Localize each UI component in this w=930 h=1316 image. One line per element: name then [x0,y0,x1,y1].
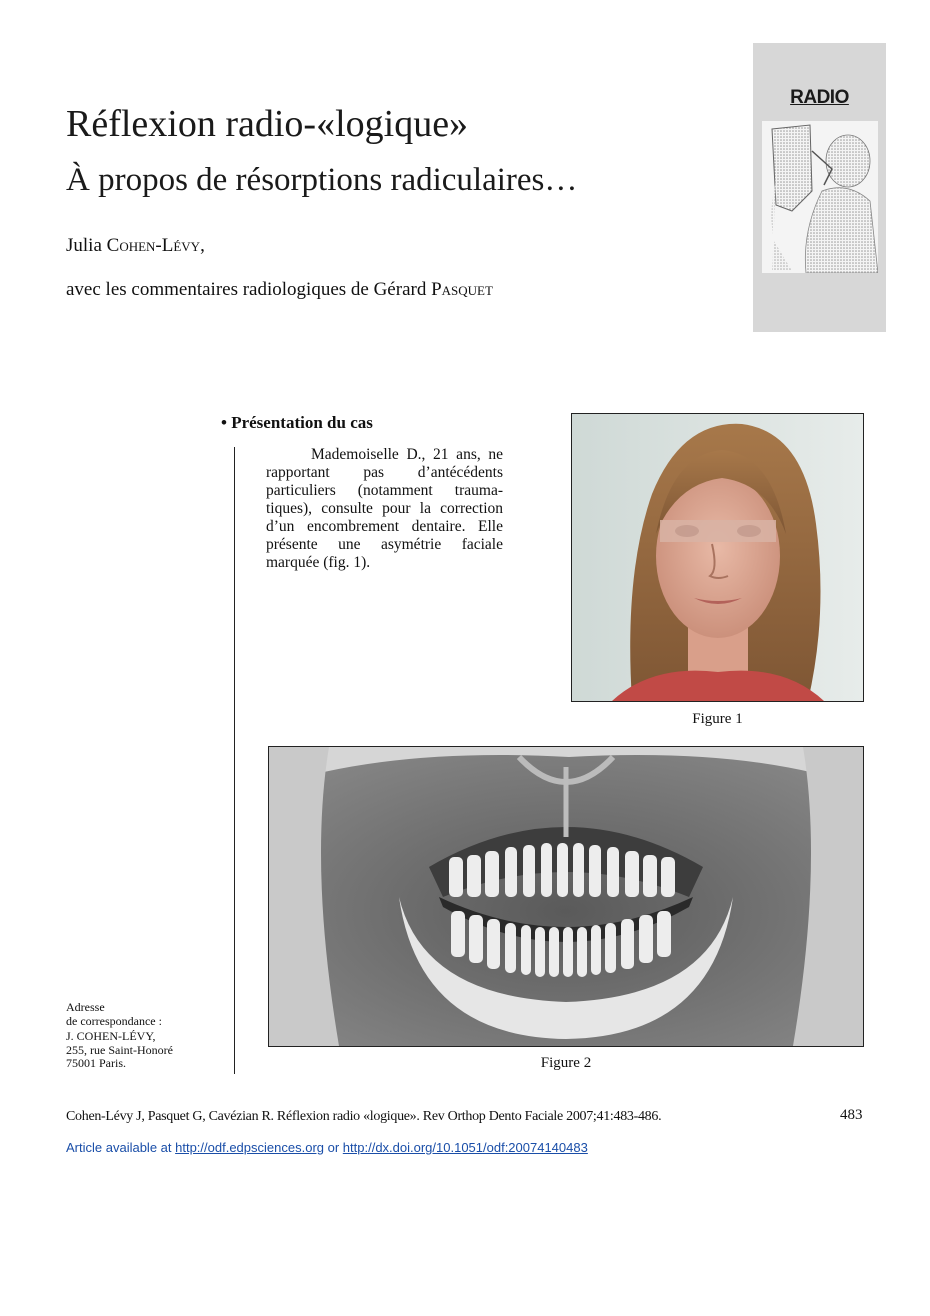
author-line [66,233,205,259]
page-number: 483 [840,1107,863,1123]
author-last-name: Cohen-Lévy [106,235,201,256]
figure-1-caption: Figure 1 [692,711,743,727]
doi-link[interactable]: http://dx.doi.org/10.1051/odf:20074140483 [342,1140,588,1155]
article-title: Réflexion radio-«logique» [66,103,469,145]
citation: Cohen-Lévy J, Pasquet G, Cavézian R. Réflexion radio «logique». Rev Orthop Dento Faciale 2007;41:483-486. [66,1109,662,1124]
edp-link[interactable]: http://odf.edpsciences.org [175,1140,324,1155]
column-rule [234,447,235,1074]
author-first-name: Julia [66,235,107,256]
address-line: J. COHEN-LÉVY, [66,1029,156,1043]
commentator-last-name: Pasquet [431,279,493,300]
address-line: Adresse [66,1000,105,1014]
availability-mid: or [324,1140,343,1155]
radio-illustration [762,121,878,273]
radio-sidebar [753,43,886,332]
figure-2-caption: Figure 2 [540,1055,592,1071]
address-line: 255, rue Saint-Honoré [66,1042,173,1057]
commentary-prefix: avec les commentaires radiologiques de Gérard [66,279,432,300]
section-heading: • Présentation du cas [221,413,373,432]
commentary-line [66,277,493,303]
figure-1-portrait-photo [571,413,864,702]
case-description: Mademoiselle D., 21 ans, ne rapportant pas d’antécédents particuliers (notamment traumatiques), consulte pour la correction d’un encombrement dentaire. Elle présente une asymétrie faciale marquée (fig. 1). [266,446,503,571]
author-suffix: , [200,235,205,256]
address-line: 75001 Paris. [66,1056,126,1070]
radio-label: RADIO [790,87,849,108]
correspondence-address [66,1001,206,1071]
availability-line [66,1140,588,1155]
address-line: de correspondance : [66,1013,162,1028]
figure-2-panoramic-xray [268,746,864,1047]
article-subtitle: À propos de résorptions radiculaires… [66,162,578,198]
availability-prefix: Article available at [66,1140,176,1155]
